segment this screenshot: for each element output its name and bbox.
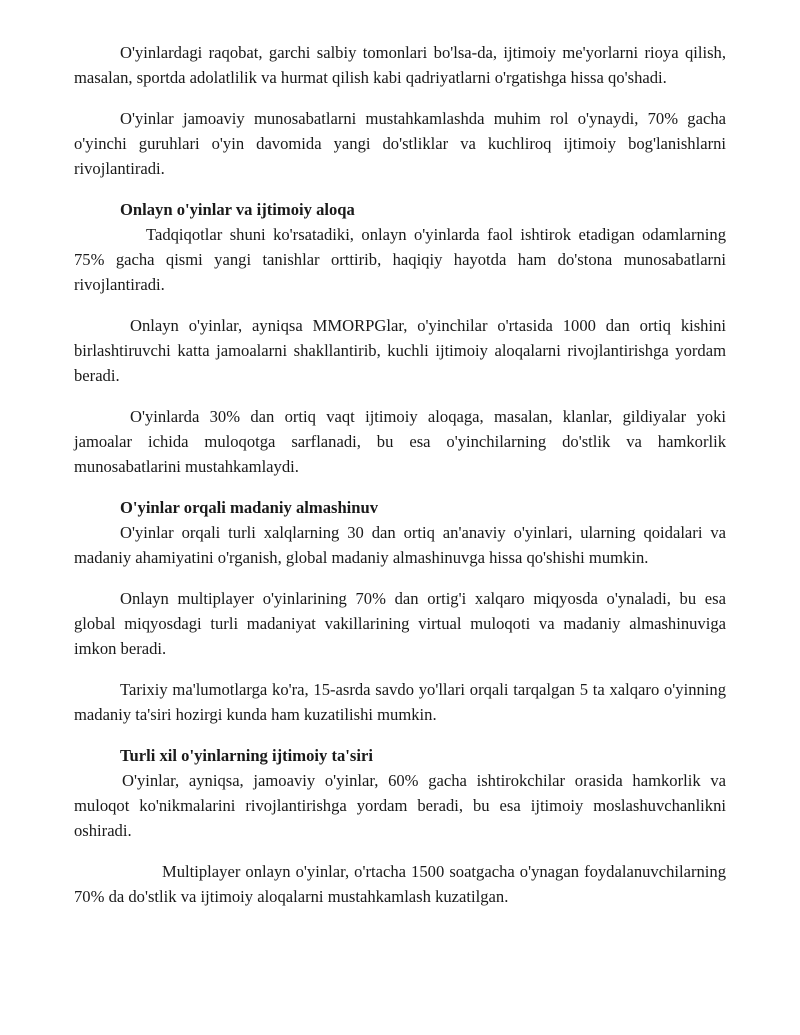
paragraph-multiplayer-international: Onlayn multiplayer o'yinlarining 70% dan ortig'i xalqaro miqyosda o'ynaladi, bu esa global miqyosdagi turli madaniyat vakillarining virtual muloqoti va madaniy almashinuviga imkon beradi. bbox=[74, 589, 726, 658]
heading-social-impact: Turli xil o'yinlarning ijtimoiy ta'siri bbox=[120, 746, 373, 765]
heading-cultural-exchange: O'yinlar orqali madaniy almashinuv bbox=[120, 498, 379, 517]
paragraph-team-games: O'yinlar, ayniqsa, jamoaviy o'yinlar, 60% gacha ishtirokchilar orasida hamkorlik va muloqot ko'nikmalarini rivojlantirishga yordam beradi, bu esa ijtimoiy moslashuvchanlikni oshiradi. bbox=[74, 771, 726, 840]
paragraph-traditional-games: O'yinlar orqali turli xalqlarning 30 dan ortiq an'anaviy o'yinlari, ularning qoidalari va madaniy ahamiyatini o'rganish, global madaniy almashinuvga hissa qo'shishi mumkin. bbox=[74, 523, 726, 567]
heading-online-games: Onlayn o'yinlar va ijtimoiy aloqa bbox=[120, 200, 355, 219]
paragraph-team-relations: O'yinlar jamoaviy munosabatlarni mustahkamlashda muhim rol o'ynaydi, 70% gacha o'yinchi guruhlari o'yin davomida yangi do'stliklar va kuchliroq ijtimoiy bog'lanishlarni rivojlantiradi. bbox=[74, 109, 726, 178]
paragraph-multiplayer-hours: Multiplayer onlayn o'yinlar, o'rtacha 1500 soatgacha o'ynagan foydalanuvchilarning 70% da do'stlik va ijtimoiy aloqalarni mustahkamlash kuzatilgan. bbox=[74, 862, 726, 906]
paragraph-social-time: O'yinlarda 30% dan ortiq vaqt ijtimoiy aloqaga, masalan, klanlar, gildiyalar yoki jamoalar ichida muloqotga sarflanadi, bu esa o'yinchilarning do'stlik va hamkorlik munosabatlarini mustahkamlaydi. bbox=[74, 407, 726, 476]
paragraph-historical: Tarixiy ma'lumotlarga ko'ra, 15-asrda savdo yo'llari orqali tarqalgan 5 ta xalqaro o'yinning madaniy ta'siri hozirgi kunda ham kuzatilishi mumkin. bbox=[74, 680, 726, 724]
paragraph-research: Tadqiqotlar shuni ko'rsatadiki, onlayn o'yinlarda faol ishtirok etadigan odamlarning 75% gacha qismi yangi tanishlar orttirib, haqiqiy hayotda ham do'stona munosabatlarni rivojlantiradi. bbox=[74, 225, 726, 294]
paragraph-competition: O'yinlardagi raqobat, garchi salbiy tomonlari bo'lsa-da, ijtimoiy me'yorlarni rioya qilish, masalan, sportda adolatlilik va hurmat qilish kabi qadriyatlarni o'rgatishga hissa qo'shadi. bbox=[74, 43, 726, 87]
document-page bbox=[74, 40, 726, 909]
paragraph-mmorpg: Onlayn o'yinlar, ayniqsa MMORPGlar, o'yinchilar o'rtasida 1000 dan ortiq kishini birlashtiruvchi katta jamoalarni shakllantirib, kuchli ijtimoiy aloqalarni rivojlantirishga yordam beradi. bbox=[74, 316, 726, 385]
